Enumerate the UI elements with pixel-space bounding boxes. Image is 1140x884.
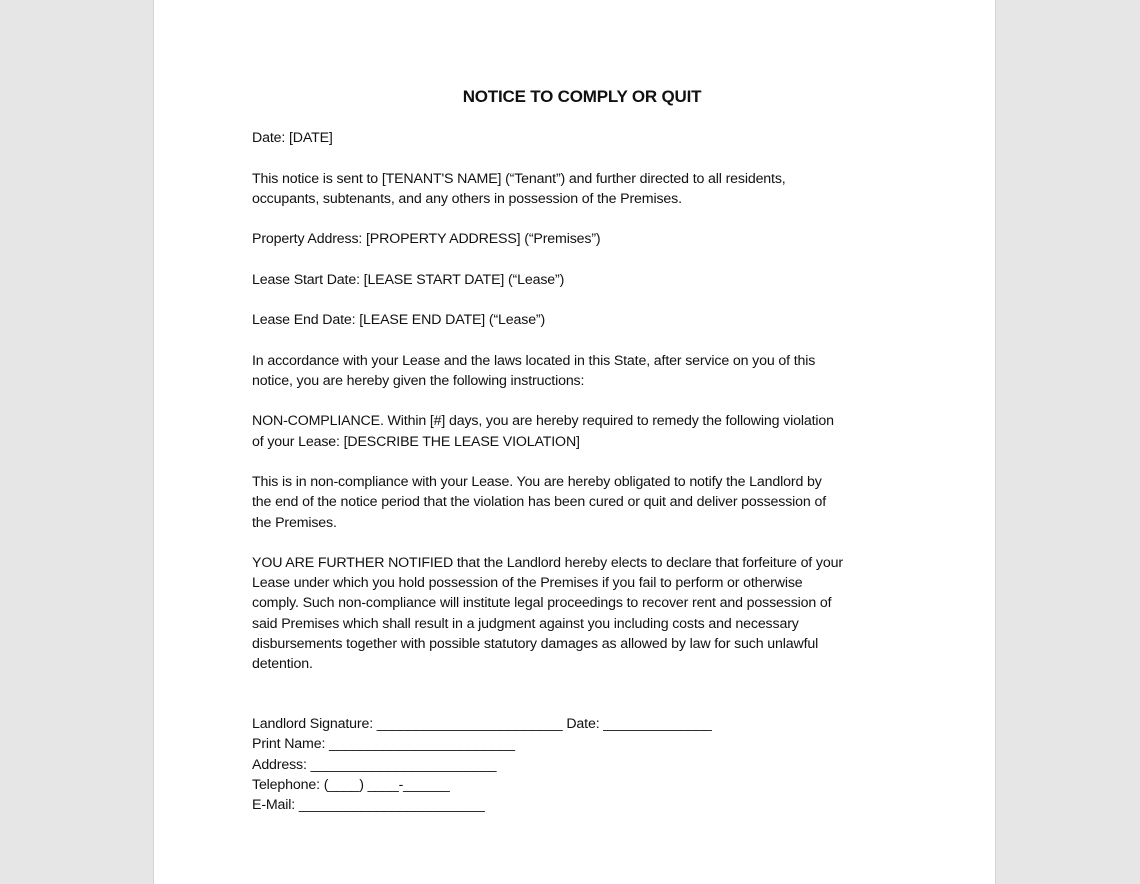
paragraph (252, 553, 912, 674)
paragraph-line: the Premises. (252, 514, 337, 531)
paragraph-line: occupants, subtenants, and any others in possession of the Premises. (252, 190, 682, 207)
paragraph-line: Property Address: [PROPERTY ADDRESS] (“Premises”) (252, 231, 601, 248)
paragraph-line: disbursements together with possible statutory damages as allowed by law for such unlawful (252, 635, 819, 652)
print-name-field: Print Name: ________________________ (252, 736, 515, 753)
document-content (252, 86, 912, 815)
paragraph-line: Date: [DATE] (252, 130, 333, 146)
landlord-signature-field: Landlord Signature: ________________________ Date: ______________ (252, 716, 712, 733)
email-field: E-Mail: ________________________ (252, 797, 485, 814)
paragraph-line: Lease End Date: [LEASE END DATE] (“Lease”) (252, 312, 546, 329)
telephone-field: Telephone: (____) ____-______ (252, 776, 450, 793)
paragraph (252, 351, 912, 391)
paragraph-line: This is in non-compliance with your Lease. You are hereby obligated to notify the Landlord by (252, 474, 822, 491)
address-field: Address: ________________________ (252, 756, 497, 773)
paragraph-line: YOU ARE FURTHER NOTIFIED that the Landlord hereby elects to declare that forfeiture of your (252, 555, 843, 572)
paragraph (252, 472, 912, 533)
paragraph-line: the end of the notice period that the violation has been cured or quit and deliver possession of (252, 494, 826, 511)
paragraph (252, 270, 912, 290)
paragraph-line: comply. Such non-compliance will institute legal proceedings to recover rent and possession of (252, 595, 832, 612)
paragraph (252, 169, 912, 209)
paragraph (252, 411, 912, 451)
paragraph (252, 128, 912, 148)
paragraph-line: detention. (252, 656, 313, 673)
paragraph-line: This notice is sent to [TENANT'S NAME] (“Tenant”) and further directed to all residents, (252, 170, 786, 187)
paragraph-line: said Premises which shall result in a judgment against you including costs and necessary (252, 615, 799, 632)
document-title: NOTICE TO COMPLY OR QUIT (462, 87, 702, 106)
document-body (252, 128, 912, 674)
paragraph-line: of your Lease: [DESCRIBE THE LEASE VIOLATION] (252, 433, 580, 450)
paragraph (252, 310, 912, 330)
paragraph-line: Lease Start Date: [LEASE START DATE] (“Lease”) (252, 271, 565, 288)
paragraph-line: NON-COMPLIANCE. Within [#] days, you are hereby required to remedy the following violation (252, 413, 834, 430)
signature-block (252, 714, 912, 815)
paragraph-line: notice, you are hereby given the following instructions: (252, 372, 585, 389)
paragraph-line: Lease under which you hold possession of the Premises if you fail to perform or otherwise (252, 575, 803, 592)
paragraph-line: In accordance with your Lease and the laws located in this State, after service on you of this (252, 352, 816, 369)
paragraph (252, 229, 912, 249)
document-page (153, 0, 996, 884)
